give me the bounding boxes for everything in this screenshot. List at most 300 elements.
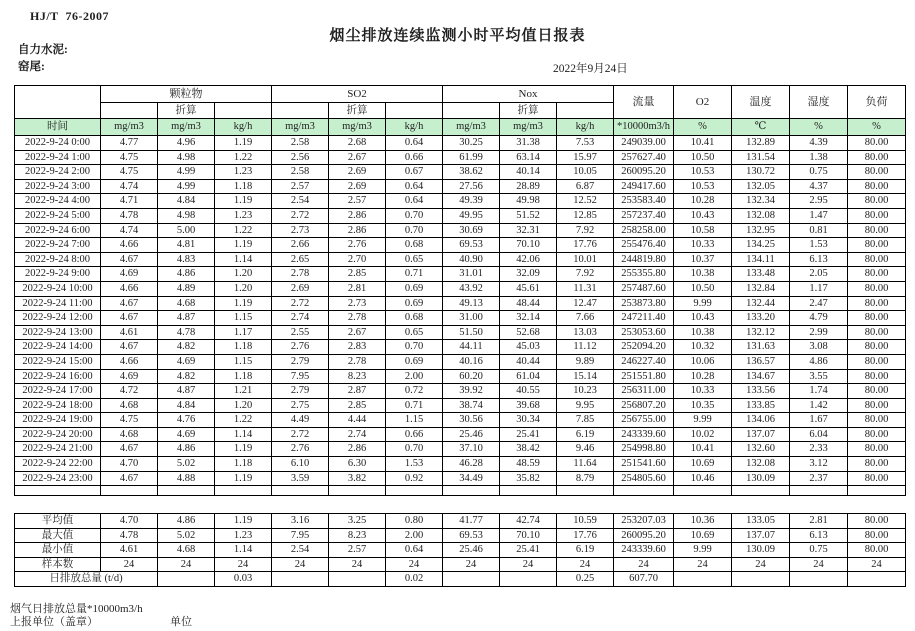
- value-cell: 11.12: [557, 340, 614, 355]
- value-cell: 0.65: [386, 252, 443, 267]
- table-row: [15, 471, 906, 486]
- unit-cell: mg/m3: [443, 119, 500, 136]
- value-cell: 130.09: [732, 543, 790, 558]
- value-cell: 1.14: [215, 543, 272, 558]
- value-cell: 0.65: [386, 325, 443, 340]
- summary-row: [15, 514, 906, 529]
- value-cell: 0.70: [386, 208, 443, 223]
- value-cell: 42.06: [500, 252, 557, 267]
- empty-cell: [500, 486, 557, 496]
- empty-cell: [790, 486, 848, 496]
- value-cell: 10.35: [674, 398, 732, 413]
- value-cell: 80.00: [848, 238, 906, 253]
- value-cell: 2.72: [272, 296, 329, 311]
- time-cell: 2022-9-24 12:00: [15, 311, 101, 326]
- unit-cell: %: [790, 119, 848, 136]
- value-cell: 132.84: [732, 281, 790, 296]
- value-cell: 10.50: [674, 281, 732, 296]
- value-cell: [732, 572, 790, 587]
- value-cell: 1.22: [215, 150, 272, 165]
- value-cell: 4.66: [101, 354, 158, 369]
- value-cell: 80.00: [848, 194, 906, 209]
- value-cell: 39.68: [500, 398, 557, 413]
- value-cell: 80.00: [848, 354, 906, 369]
- value-cell: 2.85: [329, 398, 386, 413]
- value-cell: 4.68: [158, 543, 215, 558]
- value-cell: 80.00: [848, 165, 906, 180]
- value-cell: 10.46: [674, 471, 732, 486]
- value-cell: 3.82: [329, 471, 386, 486]
- summary-row: [15, 528, 906, 543]
- value-cell: 0.68: [386, 238, 443, 253]
- value-cell: 4.99: [158, 179, 215, 194]
- value-cell: 137.07: [732, 528, 790, 543]
- value-cell: 257487.60: [614, 281, 674, 296]
- value-cell: 80.00: [848, 311, 906, 326]
- value-cell: 9.99: [674, 413, 732, 428]
- value-cell: 24: [790, 557, 848, 572]
- value-cell: 4.66: [101, 281, 158, 296]
- value-cell: 38.42: [500, 442, 557, 457]
- value-cell: 10.43: [674, 208, 732, 223]
- value-cell: 4.37: [790, 179, 848, 194]
- value-cell: 2.55: [272, 325, 329, 340]
- value-cell: 10.59: [557, 514, 614, 529]
- value-cell: 80.00: [848, 427, 906, 442]
- value-cell: 7.92: [557, 223, 614, 238]
- value-cell: 2.75: [272, 398, 329, 413]
- value-cell: 4.88: [158, 471, 215, 486]
- value-cell: 2.57: [272, 179, 329, 194]
- value-cell: 4.72: [101, 384, 158, 399]
- table-row: [15, 325, 906, 340]
- standard-number: HJ/T 76-2007: [30, 9, 109, 23]
- value-cell: 4.98: [158, 150, 215, 165]
- time-cell: 2022-9-24 4:00: [15, 194, 101, 209]
- value-cell: 253053.60: [614, 325, 674, 340]
- time-cell: 2022-9-24 11:00: [15, 296, 101, 311]
- value-cell: 34.49: [443, 471, 500, 486]
- value-cell: 31.38: [500, 136, 557, 151]
- value-cell: 246227.40: [614, 354, 674, 369]
- value-cell: 17.76: [557, 238, 614, 253]
- value-cell: 2.76: [272, 442, 329, 457]
- value-cell: 10.58: [674, 223, 732, 238]
- value-cell: 41.77: [443, 514, 500, 529]
- group-so2: SO2: [272, 86, 443, 103]
- value-cell: 25.46: [443, 543, 500, 558]
- value-cell: 1.18: [215, 340, 272, 355]
- value-cell: 4.70: [101, 514, 158, 529]
- value-cell: 2.86: [329, 442, 386, 457]
- value-cell: 1.15: [215, 311, 272, 326]
- time-cell: 2022-9-24 5:00: [15, 208, 101, 223]
- value-cell: 2.47: [790, 296, 848, 311]
- unit-cell: mg/m3: [329, 119, 386, 136]
- value-cell: 24: [674, 557, 732, 572]
- value-cell: [329, 572, 386, 587]
- value-cell: 24: [443, 557, 500, 572]
- value-cell: 49.13: [443, 296, 500, 311]
- value-cell: 255355.80: [614, 267, 674, 282]
- value-cell: 4.67: [101, 296, 158, 311]
- value-cell: 24: [215, 557, 272, 572]
- value-cell: 9.89: [557, 354, 614, 369]
- value-cell: 133.56: [732, 384, 790, 399]
- value-cell: 134.67: [732, 369, 790, 384]
- unit-cell: kg/h: [557, 119, 614, 136]
- value-cell: 1.19: [215, 296, 272, 311]
- value-cell: 80.00: [848, 528, 906, 543]
- value-cell: [158, 572, 215, 587]
- value-cell: 3.16: [272, 514, 329, 529]
- table-row: [15, 413, 906, 428]
- value-cell: 4.67: [101, 252, 158, 267]
- value-cell: 10.41: [674, 442, 732, 457]
- value-cell: 10.37: [674, 252, 732, 267]
- value-cell: 4.69: [158, 354, 215, 369]
- time-cell: 2022-9-24 1:00: [15, 150, 101, 165]
- summary-table: [14, 513, 906, 587]
- value-cell: 80.00: [848, 413, 906, 428]
- value-cell: 0.69: [386, 296, 443, 311]
- value-cell: 131.63: [732, 340, 790, 355]
- value-cell: 24: [614, 557, 674, 572]
- table-row: [15, 136, 906, 151]
- value-cell: 1.17: [790, 281, 848, 296]
- value-cell: 4.74: [101, 179, 158, 194]
- value-cell: 0.69: [386, 281, 443, 296]
- value-cell: 2.83: [329, 340, 386, 355]
- value-cell: 2.78: [272, 267, 329, 282]
- value-cell: 132.12: [732, 325, 790, 340]
- value-cell: 40.44: [500, 354, 557, 369]
- value-cell: 46.28: [443, 457, 500, 472]
- table-row: [15, 442, 906, 457]
- value-cell: 134.25: [732, 238, 790, 253]
- data-rows: [15, 136, 906, 496]
- value-cell: 1.18: [215, 457, 272, 472]
- value-cell: 2.57: [329, 543, 386, 558]
- value-cell: 3.25: [329, 514, 386, 529]
- time-column-header: 时间: [15, 119, 101, 136]
- value-cell: 25.41: [500, 427, 557, 442]
- value-cell: 5.02: [158, 457, 215, 472]
- value-cell: 0.92: [386, 471, 443, 486]
- value-cell: 1.20: [215, 281, 272, 296]
- empty-cell: [329, 486, 386, 496]
- value-cell: 0.72: [386, 384, 443, 399]
- value-cell: 4.96: [158, 136, 215, 151]
- value-cell: 8.23: [329, 528, 386, 543]
- value-cell: 2.69: [272, 281, 329, 296]
- value-cell: 4.68: [101, 398, 158, 413]
- value-cell: 4.66: [101, 238, 158, 253]
- value-cell: 1.19: [215, 194, 272, 209]
- value-cell: 3.59: [272, 471, 329, 486]
- value-cell: 2.86: [329, 208, 386, 223]
- value-cell: 9.46: [557, 442, 614, 457]
- value-cell: 2.05: [790, 267, 848, 282]
- daily-total-row: [15, 572, 906, 587]
- value-cell: 134.06: [732, 413, 790, 428]
- value-cell: 5.00: [158, 223, 215, 238]
- value-cell: 1.38: [790, 150, 848, 165]
- value-cell: 31.00: [443, 311, 500, 326]
- value-cell: 80.00: [848, 179, 906, 194]
- value-cell: 42.74: [500, 514, 557, 529]
- value-cell: 4.69: [101, 267, 158, 282]
- value-cell: 9.99: [674, 296, 732, 311]
- value-cell: 4.69: [158, 427, 215, 442]
- table-row: [15, 238, 906, 253]
- time-cell: 2022-9-24 19:00: [15, 413, 101, 428]
- value-cell: 243339.60: [614, 543, 674, 558]
- value-cell: 1.53: [386, 457, 443, 472]
- time-cell: 2022-9-24 20:00: [15, 427, 101, 442]
- value-cell: 52.68: [500, 325, 557, 340]
- value-cell: 24: [848, 557, 906, 572]
- value-cell: 130.09: [732, 471, 790, 486]
- value-cell: 132.95: [732, 223, 790, 238]
- value-cell: 253207.03: [614, 514, 674, 529]
- table-row: [15, 179, 906, 194]
- value-cell: 2.67: [329, 150, 386, 165]
- empty-cell: [848, 486, 906, 496]
- time-cell: 2022-9-24 22:00: [15, 457, 101, 472]
- value-cell: 247211.40: [614, 311, 674, 326]
- value-cell: 1.19: [215, 136, 272, 151]
- value-cell: 4.44: [329, 413, 386, 428]
- empty-cell: [272, 486, 329, 496]
- value-cell: 2.37: [790, 471, 848, 486]
- value-cell: 80.00: [848, 136, 906, 151]
- value-cell: 40.14: [500, 165, 557, 180]
- value-cell: 43.92: [443, 281, 500, 296]
- subheader-converted-so2: 折算: [329, 103, 386, 119]
- value-cell: 256807.20: [614, 398, 674, 413]
- value-cell: 1.17: [215, 325, 272, 340]
- table-row: [15, 354, 906, 369]
- time-cell: 2022-9-24 7:00: [15, 238, 101, 253]
- value-cell: 2.00: [386, 369, 443, 384]
- time-header-spacer: [15, 86, 101, 119]
- value-cell: 10.23: [557, 384, 614, 399]
- value-cell: 4.89: [158, 281, 215, 296]
- value-cell: 1.47: [790, 208, 848, 223]
- value-cell: 63.14: [500, 150, 557, 165]
- value-cell: 2.79: [272, 354, 329, 369]
- value-cell: 6.13: [790, 252, 848, 267]
- value-cell: 0.70: [386, 442, 443, 457]
- summary-row: [15, 543, 906, 558]
- value-cell: 80.00: [848, 150, 906, 165]
- value-cell: 6.19: [557, 427, 614, 442]
- table-row: [15, 267, 906, 282]
- value-cell: 4.86: [158, 442, 215, 457]
- value-cell: 249039.00: [614, 136, 674, 151]
- value-cell: 3.55: [790, 369, 848, 384]
- value-cell: 4.70: [101, 457, 158, 472]
- value-cell: 30.34: [500, 413, 557, 428]
- value-cell: 0.64: [386, 179, 443, 194]
- report-date: 2022年9月24日: [553, 63, 628, 75]
- value-cell: 80.00: [848, 340, 906, 355]
- value-cell: 4.82: [158, 340, 215, 355]
- value-cell: 2.85: [329, 267, 386, 282]
- value-cell: 4.76: [158, 413, 215, 428]
- value-cell: 7.66: [557, 311, 614, 326]
- value-cell: 10.53: [674, 179, 732, 194]
- value-cell: 0.80: [386, 514, 443, 529]
- value-cell: 2.81: [329, 281, 386, 296]
- table-row: [15, 457, 906, 472]
- value-cell: 24: [557, 557, 614, 572]
- unit-cell: mg/m3: [272, 119, 329, 136]
- value-cell: [848, 572, 906, 587]
- value-cell: 4.83: [158, 252, 215, 267]
- value-cell: 4.69: [101, 369, 158, 384]
- value-cell: 10.28: [674, 194, 732, 209]
- summary-label-cell: 最大值: [15, 528, 101, 543]
- value-cell: 6.30: [329, 457, 386, 472]
- value-cell: 51.52: [500, 208, 557, 223]
- value-cell: 2.58: [272, 165, 329, 180]
- summary-label-cell: 样本数: [15, 557, 101, 572]
- value-cell: 2.00: [386, 528, 443, 543]
- value-cell: 2.69: [329, 179, 386, 194]
- summary-rows: [15, 514, 906, 587]
- value-cell: 134.11: [732, 252, 790, 267]
- value-cell: 1.23: [215, 208, 272, 223]
- page-title: 烟尘排放连续监测小时平均值日报表: [329, 28, 586, 44]
- table-row: [15, 369, 906, 384]
- table-row: [15, 150, 906, 165]
- value-cell: 2.69: [329, 165, 386, 180]
- value-cell: 80.00: [848, 398, 906, 413]
- time-cell: 2022-9-24 15:00: [15, 354, 101, 369]
- value-cell: 45.03: [500, 340, 557, 355]
- value-cell: 137.07: [732, 427, 790, 442]
- unit-cell: kg/h: [386, 119, 443, 136]
- empty-cell: [158, 486, 215, 496]
- empty-cell: [557, 486, 614, 496]
- value-cell: 24: [158, 557, 215, 572]
- value-cell: 0.71: [386, 398, 443, 413]
- value-cell: 4.82: [158, 369, 215, 384]
- value-cell: 2.72: [272, 208, 329, 223]
- value-cell: 45.61: [500, 281, 557, 296]
- time-cell: 2022-9-24 9:00: [15, 267, 101, 282]
- group-nox: Nox: [443, 86, 614, 103]
- value-cell: 2.73: [272, 223, 329, 238]
- value-cell: 24: [386, 557, 443, 572]
- empty-cell: [386, 486, 443, 496]
- table-row: [15, 340, 906, 355]
- value-cell: 32.14: [500, 311, 557, 326]
- value-cell: 0.81: [790, 223, 848, 238]
- value-cell: 31.01: [443, 267, 500, 282]
- time-cell: 2022-9-24 18:00: [15, 398, 101, 413]
- value-cell: 12.85: [557, 208, 614, 223]
- value-cell: 1.18: [215, 179, 272, 194]
- value-cell: [674, 572, 732, 587]
- value-cell: 15.97: [557, 150, 614, 165]
- value-cell: 80.00: [848, 457, 906, 472]
- value-cell: 80.00: [848, 281, 906, 296]
- value-cell: [790, 572, 848, 587]
- value-cell: 1.21: [215, 384, 272, 399]
- reporting-unit-label: 上报单位（盖章）: [10, 616, 98, 628]
- value-cell: 258258.00: [614, 223, 674, 238]
- value-cell: 38.62: [443, 165, 500, 180]
- unit-cell: mg/m3: [158, 119, 215, 136]
- value-cell: 4.74: [101, 223, 158, 238]
- empty-cell: [15, 486, 101, 496]
- value-cell: 4.61: [101, 543, 158, 558]
- group-particulate: 颗粒物: [101, 86, 272, 103]
- value-cell: 2.54: [272, 194, 329, 209]
- value-cell: 0.66: [386, 150, 443, 165]
- value-cell: 2.66: [272, 238, 329, 253]
- value-cell: 24: [732, 557, 790, 572]
- value-cell: 6.10: [272, 457, 329, 472]
- table-row: [15, 252, 906, 267]
- value-cell: 257627.40: [614, 150, 674, 165]
- value-cell: 11.31: [557, 281, 614, 296]
- empty-cell: [443, 486, 500, 496]
- value-cell: 244819.80: [614, 252, 674, 267]
- value-cell: 10.28: [674, 369, 732, 384]
- summary-row: [15, 557, 906, 572]
- value-cell: 24: [329, 557, 386, 572]
- value-cell: 2.67: [329, 325, 386, 340]
- value-cell: 10.33: [674, 384, 732, 399]
- group-humidity: 湿度: [790, 86, 848, 119]
- subheader-converted-pm: 折算: [158, 103, 215, 119]
- value-cell: 24: [272, 557, 329, 572]
- blank-row: [15, 486, 906, 496]
- value-cell: 1.23: [215, 528, 272, 543]
- value-cell: 7.95: [272, 369, 329, 384]
- table-row: [15, 398, 906, 413]
- value-cell: 4.61: [101, 325, 158, 340]
- value-cell: 10.50: [674, 150, 732, 165]
- value-cell: 132.05: [732, 179, 790, 194]
- value-cell: 4.71: [101, 194, 158, 209]
- value-cell: 51.50: [443, 325, 500, 340]
- value-cell: 40.90: [443, 252, 500, 267]
- value-cell: 49.95: [443, 208, 500, 223]
- value-cell: 2.76: [329, 238, 386, 253]
- unit-cell: %: [848, 119, 906, 136]
- value-cell: 252094.20: [614, 340, 674, 355]
- value-cell: 80.00: [848, 384, 906, 399]
- value-cell: 2.74: [272, 311, 329, 326]
- value-cell: 4.49: [272, 413, 329, 428]
- table-row: [15, 281, 906, 296]
- value-cell: 243339.60: [614, 427, 674, 442]
- value-cell: 0.70: [386, 340, 443, 355]
- value-cell: 4.87: [158, 311, 215, 326]
- value-cell: 260095.20: [614, 165, 674, 180]
- table-row: [15, 427, 906, 442]
- value-cell: 131.54: [732, 150, 790, 165]
- value-cell: 4.39: [790, 136, 848, 151]
- value-cell: 80.00: [848, 252, 906, 267]
- value-cell: [443, 572, 500, 587]
- value-cell: 8.79: [557, 471, 614, 486]
